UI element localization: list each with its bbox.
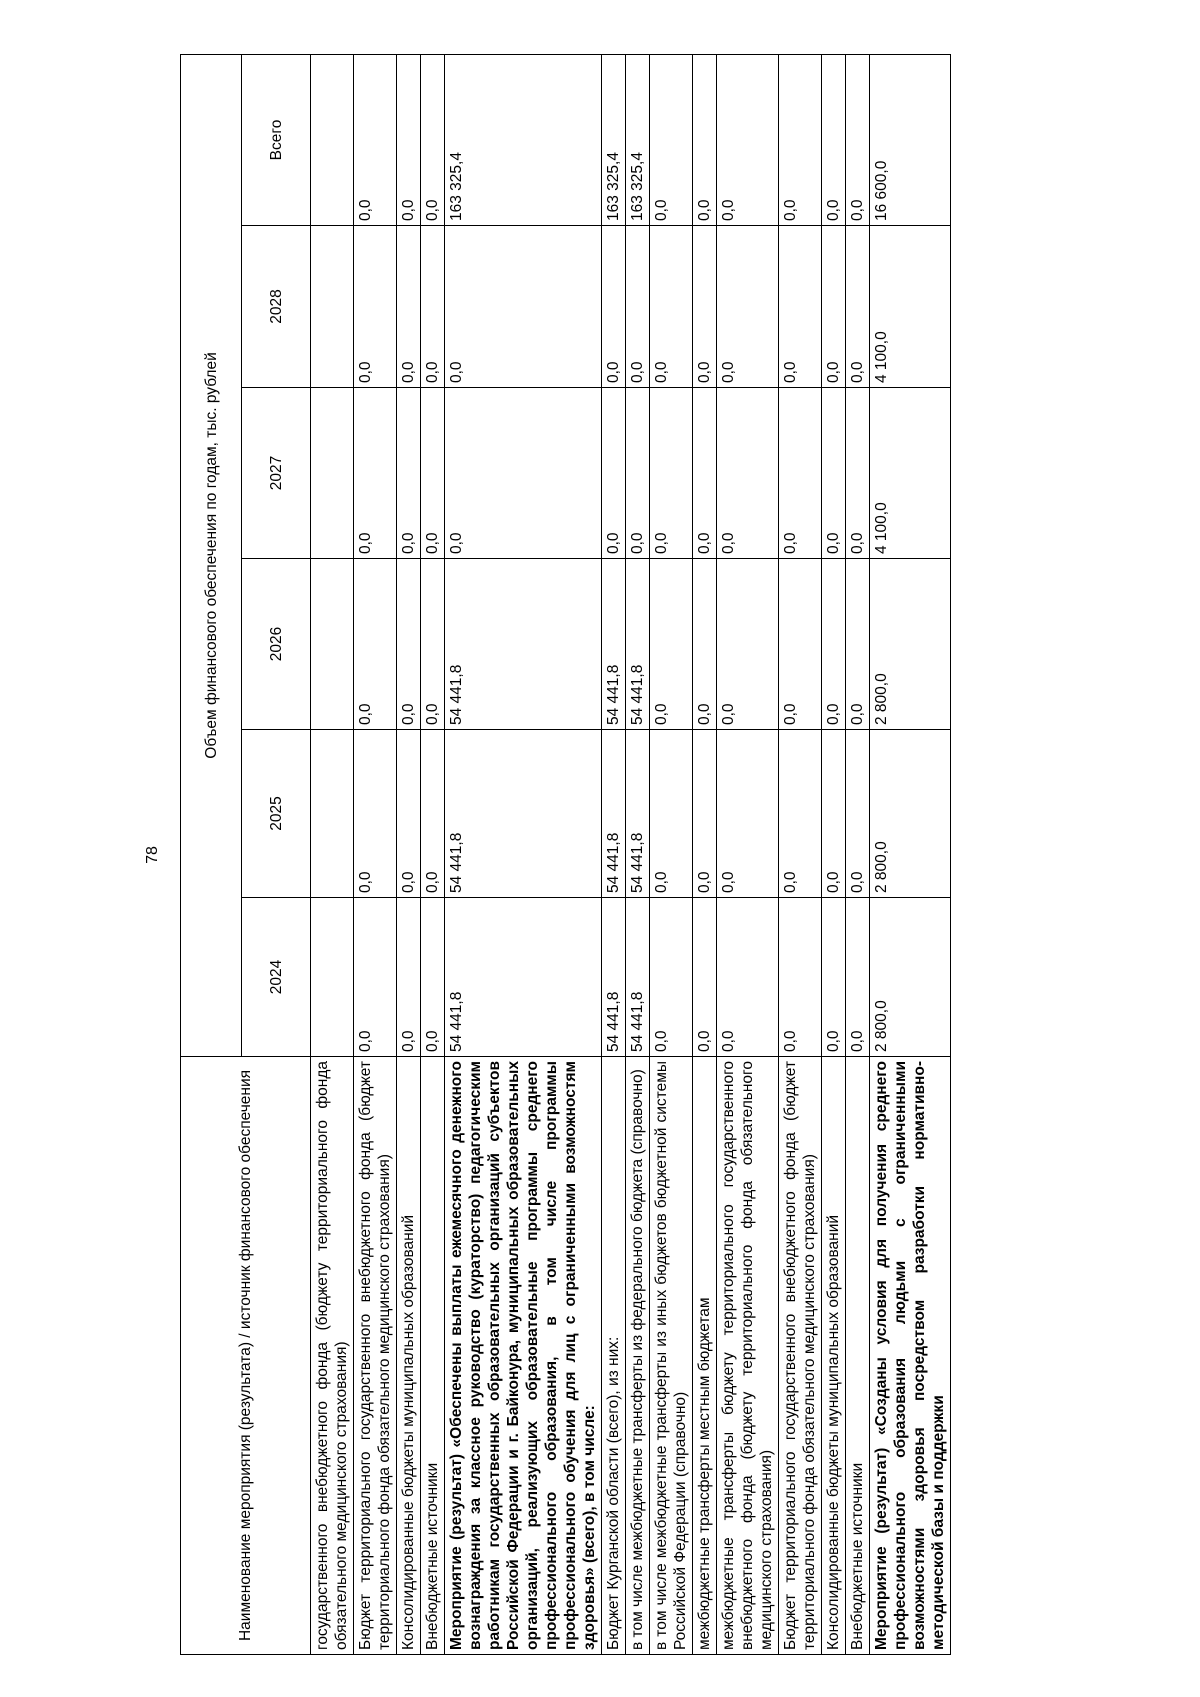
- row-value: 163 325,4: [626, 54, 650, 225]
- row-value: [311, 898, 354, 1057]
- row-value: 0,0: [650, 226, 693, 388]
- row-name: Бюджет территориального государственного внебюджетного фонда (бюджет территориального фонда обязательного медицинского страхования): [354, 1057, 397, 1655]
- row-value: 0,0: [445, 226, 602, 388]
- row-value: 0,0: [693, 559, 717, 730]
- row-name: межбюджетные трансферты бюджету территориального государственного внебюджетного фонда (бюджету территориального фонда обязательного медицинского страхования): [717, 1057, 779, 1655]
- row-value: 0,0: [822, 226, 846, 388]
- row-value: 0,0: [421, 388, 445, 559]
- row-value: 0,0: [693, 226, 717, 388]
- table-row: [846, 54, 870, 1654]
- row-name: Бюджет территориального государственного внебюджетного фонда (бюджет территориального фонда обязательного медицинского страхования): [779, 1057, 822, 1655]
- row-value: 0,0: [421, 898, 445, 1057]
- row-value: 54 441,8: [626, 730, 650, 898]
- row-value: 0,0: [421, 559, 445, 730]
- row-value: 0,0: [397, 898, 421, 1057]
- row-name: межбюджетные трансферты местным бюджетам: [693, 1057, 717, 1655]
- header-volume: Объем финансового обеспечения по годам, тыс. рублей: [181, 54, 242, 1056]
- row-value: 0,0: [650, 388, 693, 559]
- page-number: 78: [144, 846, 161, 864]
- row-value: 0,0: [354, 226, 397, 388]
- row-name: Мероприятие (результат) «Обеспечены выплаты ежемесячного денежного вознаграждения за классное руководство (кураторство) педагогическим работникам государственных образовательных организаций субъектов Российской Федерации и г. Байконура, муниципальных образовательных организаций, реализующих образовательные программы среднего профессионального образования, в том числе программы профессионального обучения для лиц с ограниченными возможностям здоровья» (всего), в том числе:: [445, 1057, 602, 1655]
- row-name: государственного внебюджетного фонда (бюджету территориального фонда обязательного медицинского страхования): [311, 1057, 354, 1655]
- row-value: [311, 730, 354, 898]
- row-value: 54 441,8: [445, 730, 602, 898]
- row-value: 0,0: [421, 54, 445, 225]
- row-value: 0,0: [602, 388, 626, 559]
- row-value: 54 441,8: [626, 898, 650, 1057]
- row-name: Внебюджетные источники: [421, 1057, 445, 1655]
- row-value: 0,0: [846, 388, 870, 559]
- row-value: 0,0: [822, 559, 846, 730]
- table-row: [822, 54, 846, 1654]
- table-row: [717, 54, 779, 1654]
- row-value: 0,0: [397, 388, 421, 559]
- header-year-2024: 2024: [242, 898, 311, 1057]
- row-value: 0,0: [693, 898, 717, 1057]
- row-value: 0,0: [354, 730, 397, 898]
- row-value: 0,0: [397, 226, 421, 388]
- rotated-page: [140, 55, 1100, 1655]
- financing-table: [180, 54, 951, 1655]
- table-row: [311, 54, 354, 1654]
- row-value: 0,0: [693, 730, 717, 898]
- row-value: 0,0: [846, 898, 870, 1057]
- row-value: 0,0: [421, 730, 445, 898]
- row-value: 2 800,0: [870, 898, 951, 1057]
- table-row: [693, 54, 717, 1654]
- row-value: 2 800,0: [870, 559, 951, 730]
- table-row: [397, 54, 421, 1654]
- row-value: 0,0: [650, 559, 693, 730]
- row-value: 0,0: [626, 226, 650, 388]
- row-name: Бюджет Курганской области (всего), из них:: [602, 1057, 626, 1655]
- row-value: 2 800,0: [870, 730, 951, 898]
- row-value: 0,0: [846, 559, 870, 730]
- row-name: Консолидированные бюджеты муниципальных образований: [397, 1057, 421, 1655]
- row-value: 54 441,8: [445, 898, 602, 1057]
- table-row: [602, 54, 626, 1654]
- table-row: [354, 54, 397, 1654]
- row-value: 0,0: [397, 730, 421, 898]
- row-value: [311, 226, 354, 388]
- row-value: 0,0: [779, 730, 822, 898]
- row-value: 0,0: [717, 226, 779, 388]
- row-name: Консолидированные бюджеты муниципальных образований: [822, 1057, 846, 1655]
- row-value: 0,0: [602, 226, 626, 388]
- row-value: 0,0: [822, 730, 846, 898]
- table-body: [311, 54, 951, 1654]
- row-value: 0,0: [779, 898, 822, 1057]
- row-value: 0,0: [717, 559, 779, 730]
- row-value: 54 441,8: [602, 898, 626, 1057]
- row-name: в том числе межбюджетные трансферты из федерального бюджета (справочно): [626, 1057, 650, 1655]
- header-year-2025: 2025: [242, 730, 311, 898]
- row-value: 163 325,4: [445, 54, 602, 225]
- row-name: Мероприятие (результат) «Созданы условия для получения среднего профессионального образования людьми с ограниченными возможностями здоровья посредством разработки нормативно-методической базы и поддержки: [870, 1057, 951, 1655]
- row-value: [311, 559, 354, 730]
- table-row: [650, 54, 693, 1654]
- row-value: 0,0: [779, 388, 822, 559]
- row-value: 0,0: [717, 730, 779, 898]
- row-name: Внебюджетные источники: [846, 1057, 870, 1655]
- header-name: Наименование мероприятия (результата) / источник финансового обеспечения: [181, 1057, 311, 1655]
- row-value: 0,0: [846, 54, 870, 225]
- row-value: 54 441,8: [602, 730, 626, 898]
- table-row: [445, 54, 602, 1654]
- header-year-2026: 2026: [242, 559, 311, 730]
- row-value: 4 100,0: [870, 388, 951, 559]
- row-value: 0,0: [354, 559, 397, 730]
- table-row: [870, 54, 951, 1654]
- row-value: 0,0: [626, 388, 650, 559]
- row-value: 0,0: [650, 54, 693, 225]
- row-value: 0,0: [846, 730, 870, 898]
- table-row: [779, 54, 822, 1654]
- row-value: 0,0: [650, 730, 693, 898]
- row-value: 0,0: [822, 388, 846, 559]
- header-year-2028: 2028: [242, 226, 311, 388]
- row-value: [311, 54, 354, 225]
- row-value: 0,0: [846, 226, 870, 388]
- row-value: 0,0: [779, 226, 822, 388]
- row-value: 54 441,8: [445, 559, 602, 730]
- row-value: 0,0: [397, 559, 421, 730]
- row-value: 0,0: [822, 54, 846, 225]
- table-row: [626, 54, 650, 1654]
- row-value: 0,0: [693, 388, 717, 559]
- row-value: 0,0: [354, 898, 397, 1057]
- row-value: 0,0: [445, 388, 602, 559]
- table-row: [421, 54, 445, 1654]
- row-value: 0,0: [693, 54, 717, 225]
- row-value: 0,0: [421, 226, 445, 388]
- row-value: 0,0: [717, 54, 779, 225]
- row-value: 54 441,8: [626, 559, 650, 730]
- row-value: 0,0: [717, 898, 779, 1057]
- row-value: 54 441,8: [602, 559, 626, 730]
- row-value: 0,0: [822, 898, 846, 1057]
- header-total: Всего: [242, 54, 311, 225]
- row-value: 0,0: [650, 898, 693, 1057]
- row-value: [311, 388, 354, 559]
- row-value: 0,0: [354, 54, 397, 225]
- row-name: в том числе межбюджетные трансферты из иных бюджетов бюджетной системы Российской Федерации (справочно): [650, 1057, 693, 1655]
- row-value: 0,0: [354, 388, 397, 559]
- row-value: 4 100,0: [870, 226, 951, 388]
- row-value: 0,0: [779, 54, 822, 225]
- row-value: 0,0: [397, 54, 421, 225]
- header-year-2027: 2027: [242, 388, 311, 559]
- row-value: 0,0: [779, 559, 822, 730]
- row-value: 16 600,0: [870, 54, 951, 225]
- row-value: 163 325,4: [602, 54, 626, 225]
- row-value: 0,0: [717, 388, 779, 559]
